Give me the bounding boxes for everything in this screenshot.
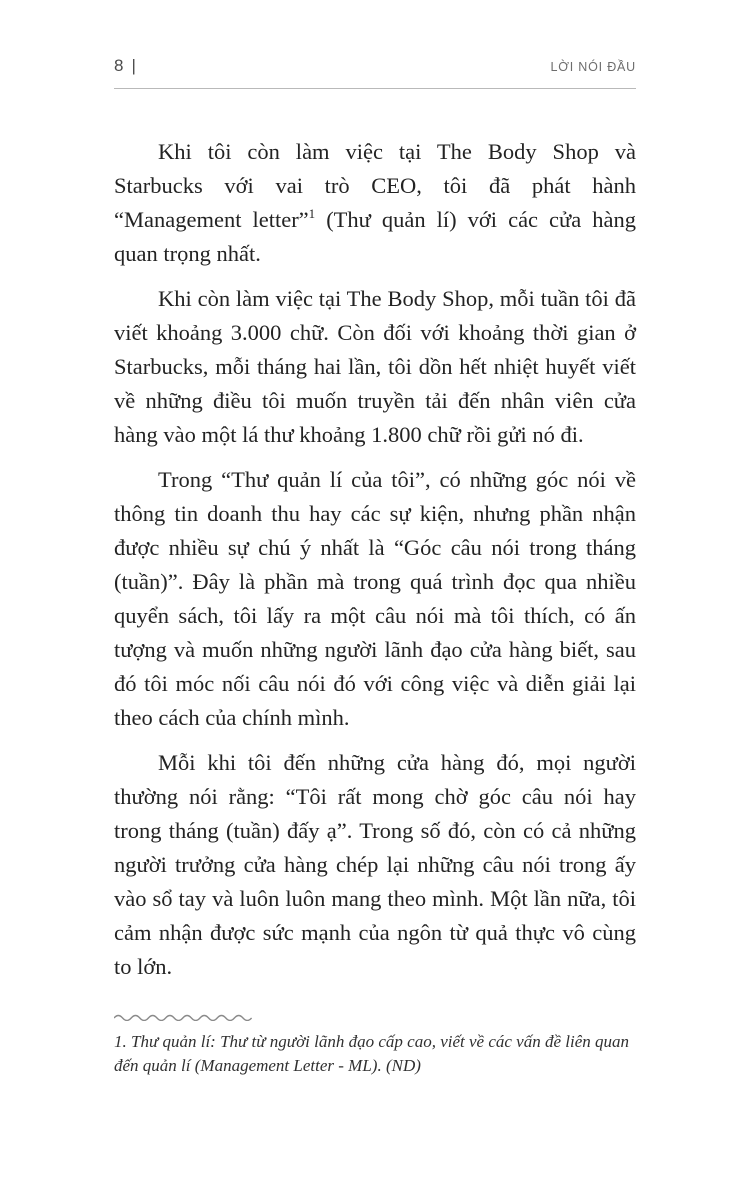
footnote-text: 1. Thư quản lí: Thư từ người lãnh đạo cấp cao, viết về các vấn đề liên quan đến quản lí (Management Letter - ML). (ND) <box>114 1032 629 1075</box>
page-number-group <box>114 56 137 76</box>
header-divider: | <box>131 56 137 75</box>
paragraph-1 <box>114 135 636 271</box>
body-text <box>114 135 636 984</box>
footnote-block <box>114 1012 636 1078</box>
running-header <box>114 56 636 89</box>
chapter-title: LỜI NÓI ĐẦU <box>550 60 636 74</box>
paragraph-1-continuation: (Thư quản lí) với các cửa hàng quan trọng nhất. <box>114 207 636 266</box>
paragraph-3: Trong “Thư quản lí của tôi”, có những góc nói về thông tin doanh thu hay các sự kiện, nhưng phần nhận được nhiều sự chú ý nhất là “Góc câu nói trong tháng (tuần)”. Đây là phần mà trong quá trình đọc qua nhiều quyển sách, tôi lấy ra một câu nói mà tôi thích, có ấn tượng và muốn những người lãnh đạo cửa hàng biết, sau đó tôi móc nối câu nói đó với công việc và diễn giải lại theo cách của chính mình. <box>114 467 636 730</box>
footnote-reference: 1 <box>308 206 316 221</box>
footnote-separator-wave <box>114 1012 252 1021</box>
paragraph-4: Mỗi khi tôi đến những cửa hàng đó, mọi người thường nói rằng: “Tôi rất mong chờ góc câu nói hay trong tháng (tuần) đấy ạ”. Trong số đó, còn có cả những người trưởng cửa hàng chép lại những câu nói trong ấy vào sổ tay và luôn luôn mang theo mình. Một lần nữa, tôi cảm nhận được sức mạnh của ngôn từ quả thực vô cùng to lớn. <box>114 750 636 979</box>
page-number: 8 <box>114 56 125 75</box>
paragraph-1-text: Khi tôi còn làm việc tại The Body Shop và Starbucks với vai trò CEO, tôi đã phát hành “Management letter” <box>114 139 636 232</box>
paragraph-2: Khi còn làm việc tại The Body Shop, mỗi tuần tôi đã viết khoảng 3.000 chữ. Còn đối với khoảng thời gian ở Starbucks, mỗi tháng hai lần, tôi dồn hết nhiệt huyết viết về những điều tôi muốn truyền tải đến nhân viên cửa hàng vào một lá thư khoảng 1.800 chữ rồi gửi nó đi. <box>114 286 636 447</box>
